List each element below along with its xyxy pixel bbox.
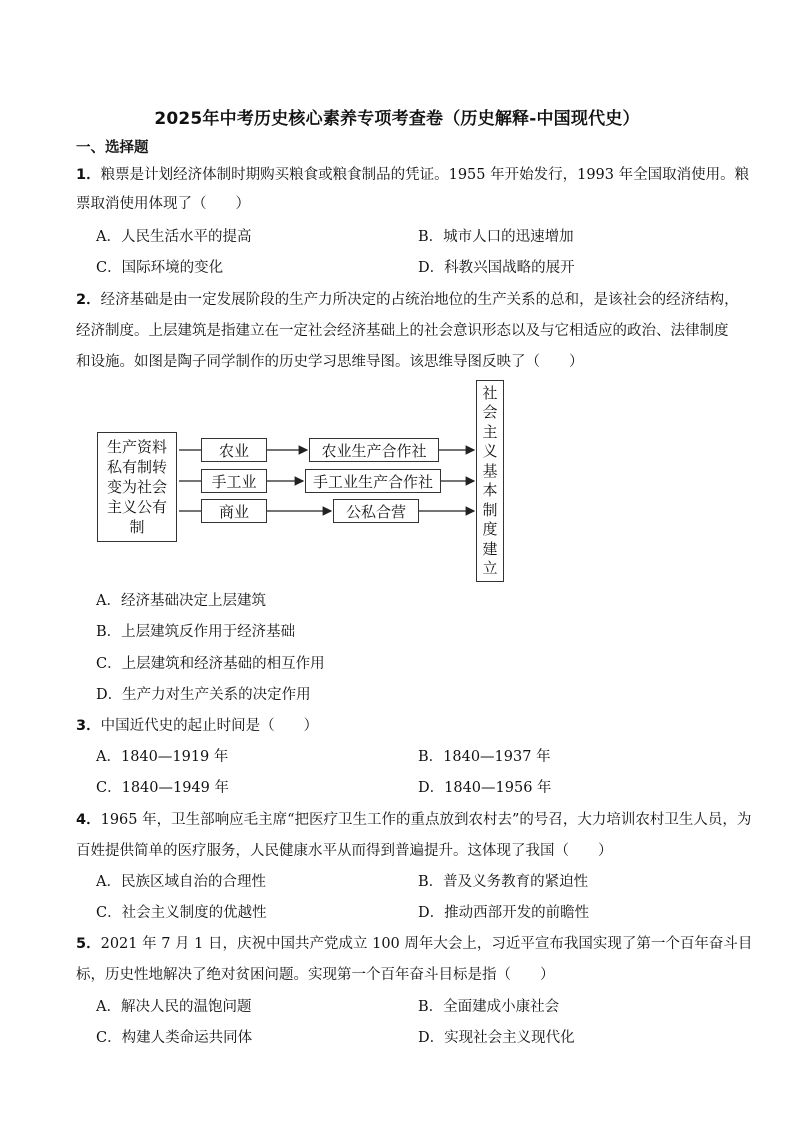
sector-handicraft: 手工业 — [201, 469, 267, 493]
question-5-option-c[interactable]: C．构建人类命运共同体 — [96, 1030, 253, 1046]
sector-agriculture: 农业 — [201, 438, 267, 462]
question-3-option-b[interactable]: B．1840—1937 年 — [418, 749, 551, 765]
question-2-number: 2． — [76, 292, 101, 308]
question-2-line-3: 和设施。如图是陶子同学制作的历史学习思维导图。该思维导图反映了（ ） — [76, 354, 584, 370]
question-1-option-b[interactable]: B．城市人口的迅速增加 — [418, 229, 574, 245]
question-3-line-1: 3．中国近代史的起止时间是（ ） — [76, 718, 319, 734]
question-2-line-2: 经济制度。上层建筑是指建立在一定社会经济基础上的社会意识形态以及与它相适应的政治、法律制度 — [76, 323, 729, 339]
diagram-right-box: 社 会 主 义 基 本 制 度 建 立 — [476, 380, 504, 582]
result-agri-cooperative: 农业生产合作社 — [309, 438, 439, 462]
question-3-option-a[interactable]: A．1840—1919 年 — [96, 749, 229, 765]
question-4-option-a[interactable]: A．民族区域自治的合理性 — [96, 874, 266, 890]
question-3-option-c[interactable]: C．1840—1949 年 — [96, 780, 230, 796]
question-4-line-2: 百姓提供简单的医疗服务，人民健康水平从而得到普遍提升。这体现了我国（ ） — [76, 843, 613, 859]
question-1-option-a[interactable]: A．人民生活水平的提高 — [96, 229, 252, 245]
question-1-option-d[interactable]: D．科教兴国战略的展开 — [418, 260, 575, 276]
diagram-left-box: 生产资料 私有制转 变为社会 主义公有 制 — [97, 432, 177, 542]
question-2-option-c[interactable]: C．上层建筑和经济基础的相互作用 — [96, 656, 325, 672]
section-heading: 一、选择题 — [76, 140, 149, 156]
question-5-number: 5． — [76, 936, 101, 952]
mind-map-diagram — [95, 380, 535, 590]
question-4-option-b[interactable]: B．普及义务教育的紧迫性 — [418, 874, 589, 890]
question-1-option-c[interactable]: C．国际环境的变化 — [96, 260, 224, 276]
question-2-option-b[interactable]: B．上层建筑反作用于经济基础 — [96, 624, 296, 640]
result-handicraft-cooperative: 手工业生产合作社 — [305, 469, 441, 493]
question-4-number: 4． — [76, 812, 101, 828]
question-3-number: 3． — [76, 718, 101, 734]
question-5-option-b[interactable]: B．全面建成小康社会 — [418, 999, 560, 1015]
question-3-option-d[interactable]: D．1840—1956 年 — [418, 780, 552, 796]
question-1-number: 1． — [76, 167, 101, 183]
question-2-line-1: 2．经济基础是由一定发展阶段的生产力所决定的占统治地位的生产关系的总和，是该社会的经济结构， — [76, 292, 739, 308]
question-1-line-2: 票取消使用体现了（ ） — [76, 196, 250, 212]
question-5-option-a[interactable]: A．解决人民的温饱问题 — [96, 999, 252, 1015]
page-title: 2025年中考历史核心素养专项考查卷（历史解释-中国现代史） — [154, 109, 640, 129]
question-2-option-d[interactable]: D．生产力对生产关系的决定作用 — [96, 687, 311, 703]
question-5-line-2: 标，历史性地解决了绝对贫困问题。实现第一个百年奋斗目标是指（ ） — [76, 967, 555, 983]
question-4-option-d[interactable]: D．推动西部开发的前瞻性 — [418, 905, 590, 921]
question-5-line-1: 5．2021 年 7 月 1 日，庆祝中国共产党成立 100 周年大会上，习近平宣布我国实现了第一个百年奋斗目 — [76, 936, 753, 952]
question-1-line-1: 1．粮票是计划经济体制时期购买粮食或粮食制品的凭证。1955 年开始发行，1993 年全国取消使用。粮 — [76, 167, 750, 183]
question-5-option-d[interactable]: D．实现社会主义现代化 — [418, 1030, 575, 1046]
question-4-line-1: 4．1965 年，卫生部响应毛主席“把医疗卫生工作的重点放到农村去”的号召，大力培训农村卫生人员，为 — [76, 812, 752, 828]
question-2-option-a[interactable]: A．经济基础决定上层建筑 — [96, 593, 266, 609]
question-4-option-c[interactable]: C．社会主义制度的优越性 — [96, 905, 267, 921]
result-joint-state-private: 公私合营 — [333, 499, 419, 523]
sector-commerce: 商业 — [201, 499, 267, 523]
